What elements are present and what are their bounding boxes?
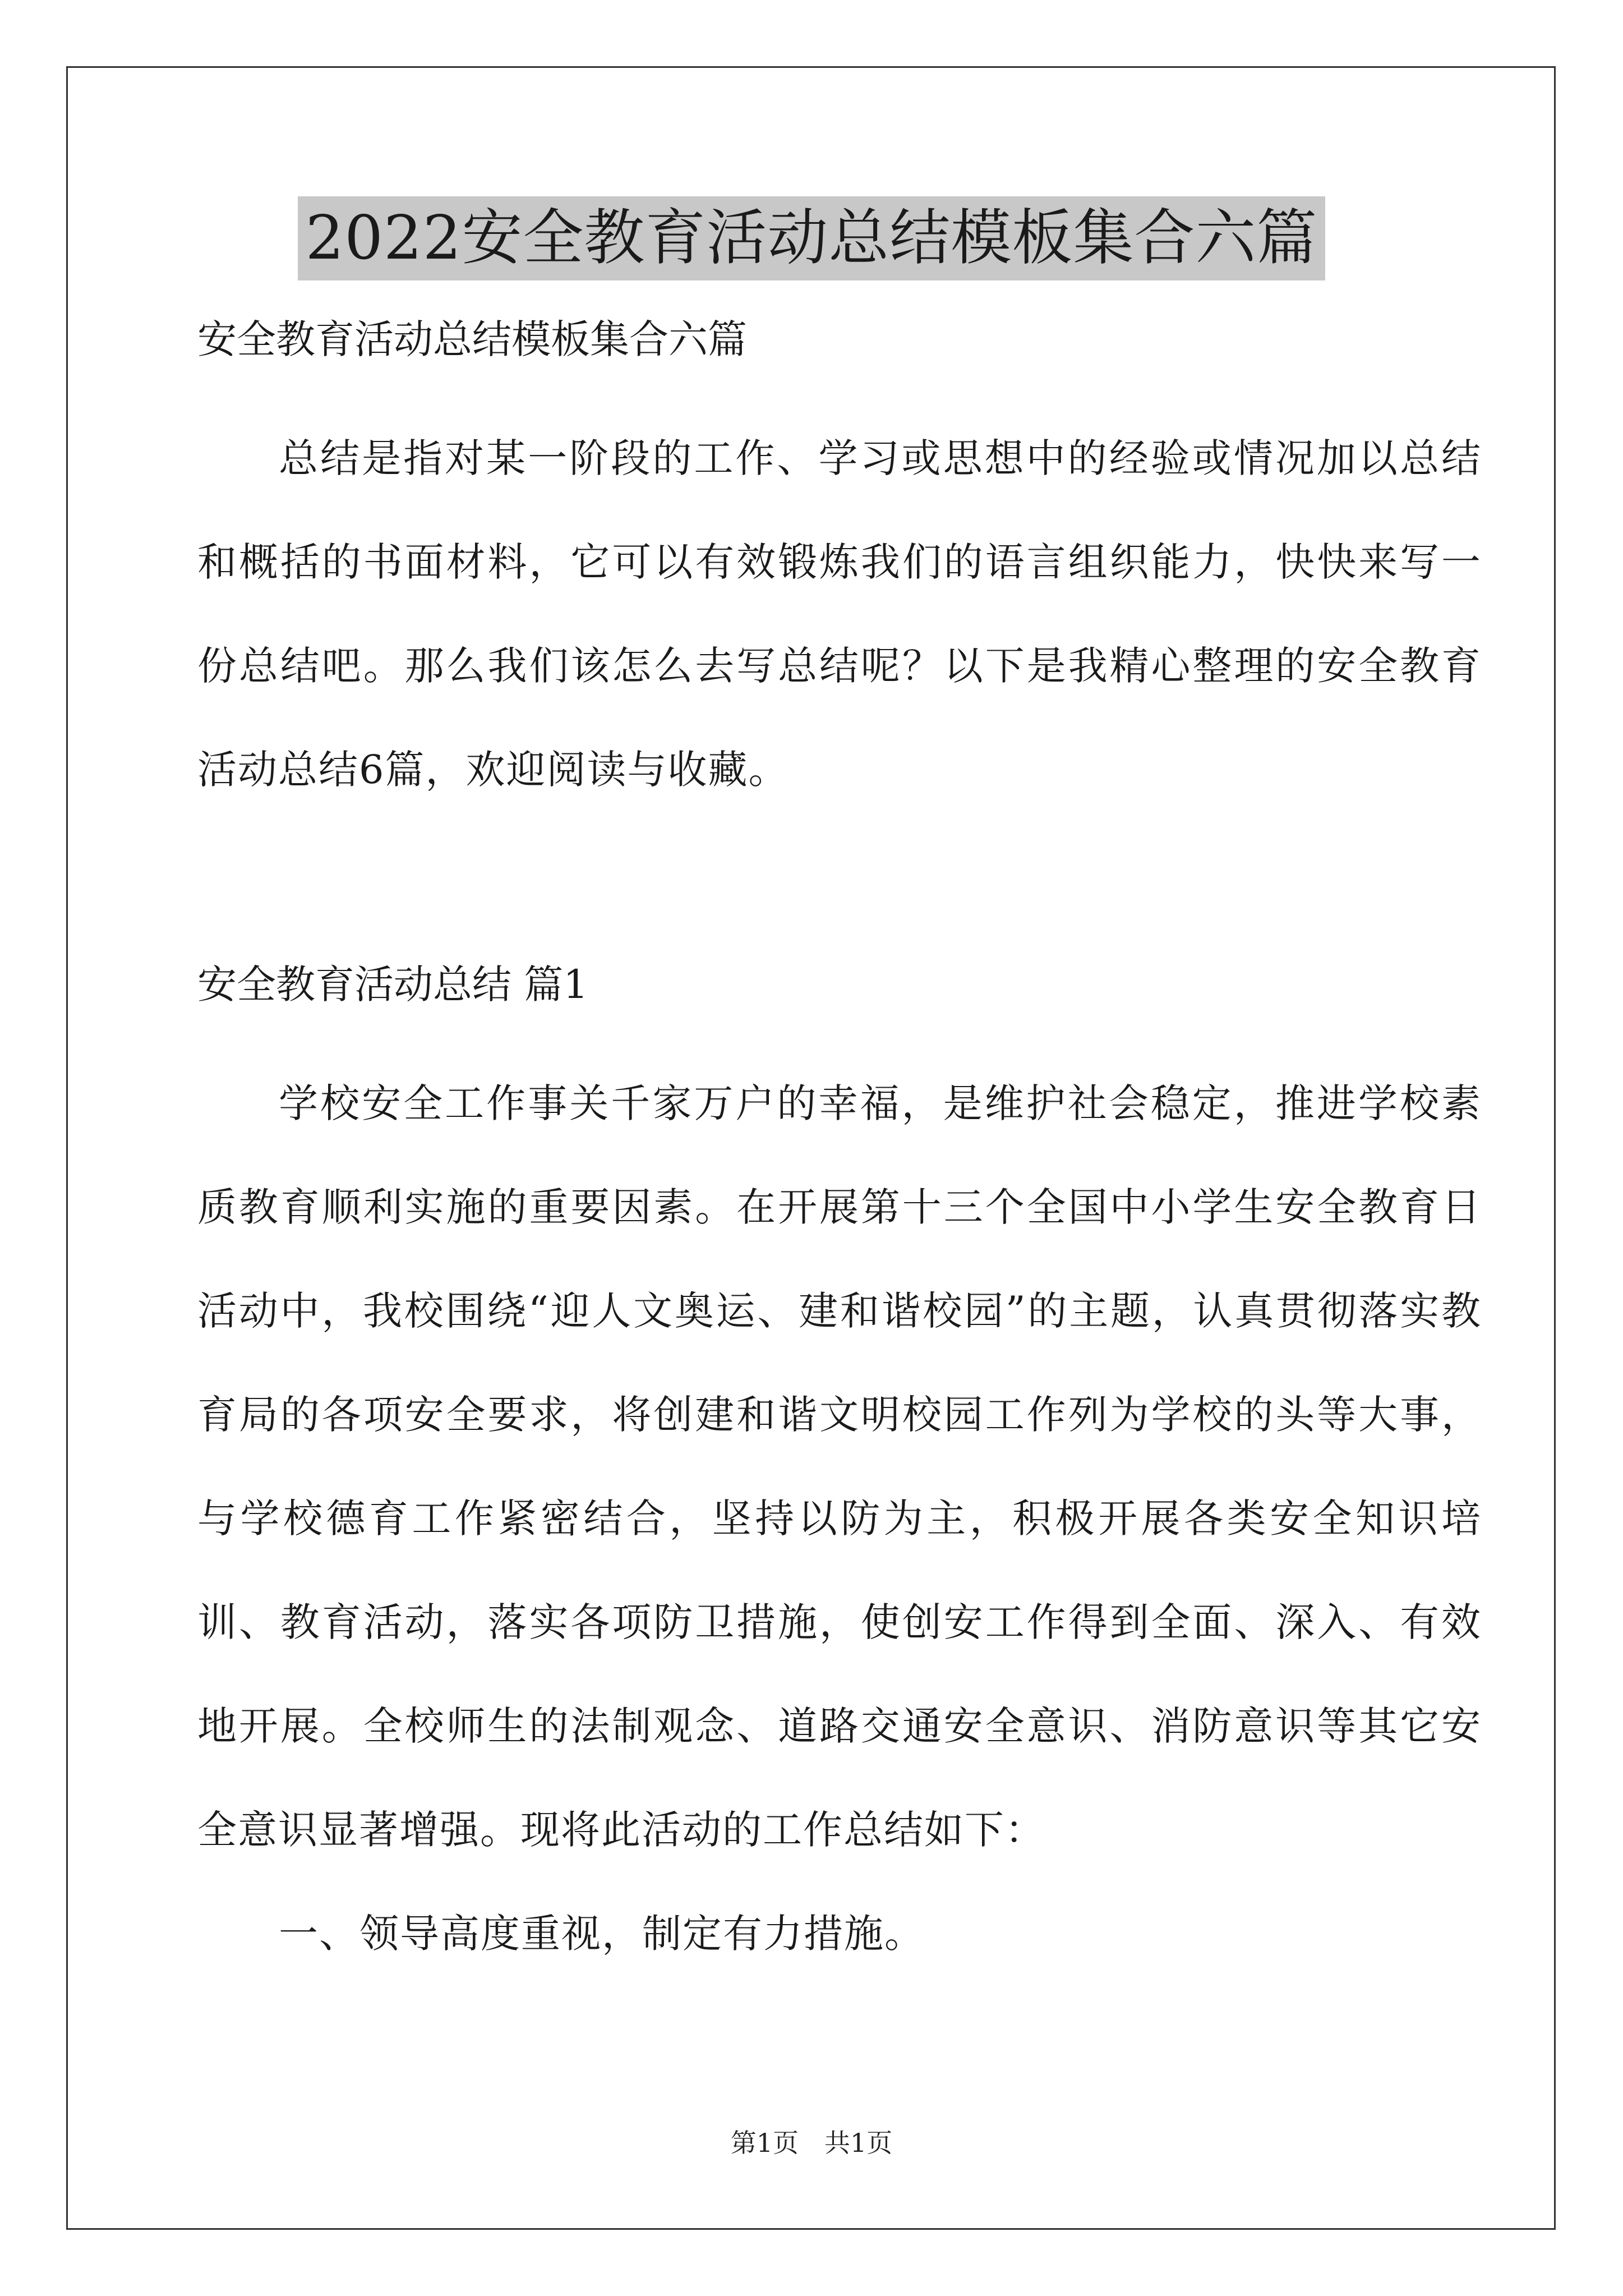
page-footer: 第1页 共1页 xyxy=(730,2128,893,2158)
document-body xyxy=(197,311,1482,1986)
intro-paragraph: 总结是指对某一阶段的工作、学习或思想中的经验或情况加以总结和概括的书面材料，它可以有效锻炼我们的语言组织能力，快快来写一份总结吧。那么我们该怎么去写总结呢？以下是我精心整理的安全教育活动总结6篇，欢迎阅读与收藏。 xyxy=(197,435,1482,793)
section-1-point-1: 一、领导高度重视，制定有力措施。 xyxy=(279,1911,925,1957)
section-heading-1: 安全教育活动总结 篇1 xyxy=(197,961,588,1007)
document-title: 2022安全教育活动总结模板集合六篇 xyxy=(298,196,1326,280)
section-1-paragraph: 学校安全工作事关千家万户的幸福，是维护社会稳定，推进学校素质教育顺利实施的重要因素。在开展第十三个全国中小学生安全教育日活动中，我校围绕“迎人文奥运、建和谐校园”的主题，认真贯彻落实教育局的各项安全要求，将创建和谐文明校园工作列为学校的头等大事，与学校德育工作紧密结合，坚持以防为主，积极开展各类安全知识培训、教育活动，落实各项防卫措施，使创安工作得到全面、深入、有效地开展。全校师生的法制观念、道路交通安全意识、消防意识等其它安全意识显著增强。现将此活动的工作总结如下： xyxy=(197,1080,1482,1853)
title-container xyxy=(0,196,1623,280)
document-subtitle: 安全教育活动总结模板集合六篇 xyxy=(197,316,747,362)
